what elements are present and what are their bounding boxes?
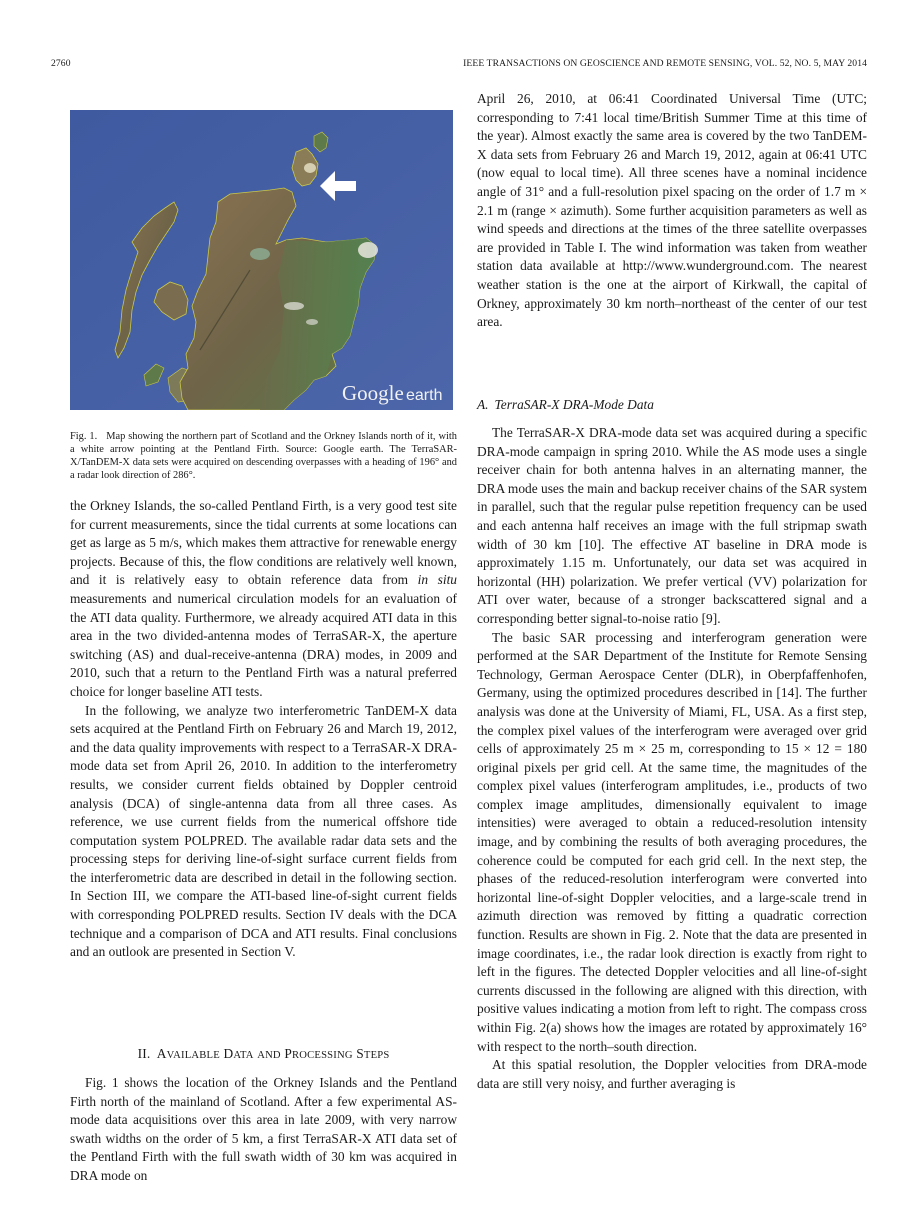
sc-rest: TEPS xyxy=(363,1050,390,1061)
paragraph xyxy=(70,497,457,702)
running-header xyxy=(51,58,867,72)
paragraph: The TerraSAR-X DRA-mode data set was acquired during a specific DRA-mode campaign in spring 2010. While the AS mode uses a single receiver chain for both antenna halves in an alternating manner, the DRA mode uses the main and backup receiver chains of the SAR system in parallel, such that the regular pulse repetition frequency can be used and each antenna half receives an image with the full stripmap swath width of 30 km [10]. The effective AT baseline in DRA mode is approximately 1.15 m. Unfortunately, our data set was acquired in horizontal (HH) polarization. We prefer vertical (VV) polarization for ATI over water, because of a stronger backscattered signal and a corresponding better signal-to-noise ratio [9]. xyxy=(477,425,867,626)
sc-cap: P xyxy=(284,1046,293,1061)
subsection-title: TerraSAR-X DRA-Mode Data xyxy=(494,397,654,412)
paragraph: The basic SAR processing and interferogram generation were performed at the SAR Department of the Institute for Remote Sensing Technology, German Aerospace Center (DLR), in Oberpfaffenhofen, Germany, using the optimized procedures described in [14]. The further analysis was done at the University of Miami, FL, USA. As a first step, the complex pixel values of the interferogram were averaged over grid cells of approximately 25 m × 25 m, corresponding to 15 × 12 = 180 original pixels per grid cell. At the same time, the magnitudes of the complex pixel values (interferogram amplitudes, i.e., products of two complex image amplitudes, dimensionally equivalent to image intensities) were averaged to obtain a reduced-resolution intensity image, and by combining the results of both averaging procedures, the coherence could be computed for each grid cell. In the next step, the phases of the reduced-resolution interferogram were converted into horizontal line-of-sight Doppler velocities, and a large-scale trend in azimuth direction was removed by fitting a quadratic correction function. Results are shown in Fig. 2. Note that the data are presented in image coordinates, i.e., the radar look direction is exactly from right to left in the figures. The detected Doppler velocities and all line-of-sight currents discussed in the following are aligned with this direction, with positive values indicating a motion from left to right. The compass cross within Fig. 2(a) shows how the images are rotated by approximately 16° with respect to the north–south direction. xyxy=(477,629,867,1054)
google-earth-watermark-brand: Google xyxy=(342,381,404,405)
figure-1-caption xyxy=(70,430,457,482)
paragraph: Fig. 1 shows the location of the Orkney Islands and the Pentland Firth north of the mainland of Scotland. After a few experimental AS-mode data acquisitions over this area in late 2009, with very narrow swath widths on the order of 5 km, a first TerraSAR-X ATI data set of the Pentland Firth with the full swath width of 30 km was acquired in DRA mode on xyxy=(70,1075,457,1183)
sc-rest: ATA xyxy=(233,1050,254,1061)
google-earth-watermark-product: earth xyxy=(406,387,443,404)
figure-1-map xyxy=(70,110,453,410)
italic-term: in situ xyxy=(417,572,457,588)
right-column-body xyxy=(477,424,867,1093)
caption-text: Map showing the northern part of Scotland and the Orkney Islands north of it, with a white arrow pointing at the Pentland Firth. Source: Google earth. The TerraSAR-X/TanDEM-X data sets were acquired on descending overpasses with a heading of 196° and a radar look direction of 286°. xyxy=(70,431,457,481)
snow-patch xyxy=(306,319,318,325)
sc-rest: AND xyxy=(257,1050,281,1061)
snow-patch xyxy=(358,242,378,258)
snow-patch xyxy=(284,302,304,310)
paragraph: At this spatial resolution, the Doppler velocities from DRA-mode data are still very noisy, and further averaging is xyxy=(477,1057,867,1091)
sc-rest: ROCESSING xyxy=(292,1050,353,1061)
sc-cap: S xyxy=(356,1046,364,1061)
right-column-body-top xyxy=(477,90,867,332)
journal-title: IEEE TRANSACTIONS ON GEOSCIENCE AND REMOTE SENSING, VOL. 52, NO. 5, MAY 2014 xyxy=(463,58,867,69)
sc-cap: A xyxy=(156,1046,167,1061)
paragraph: In the following, we analyze two interferometric TanDEM-X data sets acquired at the Pentland Firth on February 26 and March 19, 2012, and the data quality improvements with respect to a TerraSAR-X DRA-mode data set from April 26, 2010. In addition to the interferometry results, we consider current fields obtained by Doppler centroid analysis (DCA) of single-antenna data from all three cases. As reference, we use current fields from the numerical offshore tide computation system POLPRED. The available radar data sets and the processing steps for deriving line-of-sight surface current fields from the interferometric data are described in detail in the following section. In Section III, we compare the ATI-based line-of-sight current fields with corresponding POLPRED results. Section IV deals with the DCA technique and a comparison of DCA and ATI results. Final conclusions and an outlook are presented in Section V. xyxy=(70,702,457,960)
page-number: 2760 xyxy=(51,58,71,69)
section-number: II. xyxy=(137,1046,151,1061)
section-heading xyxy=(70,1046,457,1062)
map-image xyxy=(70,110,453,410)
sc-cap: D xyxy=(223,1046,234,1061)
orkney-bright xyxy=(304,163,316,173)
subsection-heading xyxy=(477,397,654,413)
paragraph: April 26, 2010, at 06:41 Coordinated Universal Time (UTC; corresponding to 7:41 local time/British Summer Time at this time of the year). Almost exactly the same area is covered by the two TanDEM-X data sets from February 26 and March 19, 2012, again at 06:41 UTC (now equal to local time). All three scenes have a nominal incidence angle of 31° and a full-resolution pixel spacing on the order of 1.7 m × 2.1 m (range × azimuth). Some further acquisition parameters as well as wind speeds and directions at the times of the three satellite overpasses are provided in Table I. The wind information was taken from weather station data available at http://www.wunderground.com. The nearest weather station is the one at the airport of Kirkwall, the capital of Orkney, approximately 30 km north–northeast of the center of our test area. xyxy=(477,91,867,330)
figure-label: Fig. 1. xyxy=(70,431,98,442)
paragraph-text: measurements and numerical circulation models for an evaluation of the ATI data quality. Furthermore, we already acquired ATI data in this area in the two divided-antenna modes of TerraSAR-X, the aperture switching (AS) and dual-receive-antenna (DRA) modes, in 2009 and 2010, such that a return to the Pentland Firth was a natural preferred choice for longer baseline ATI tests. xyxy=(70,590,457,699)
moray-green xyxy=(250,248,270,260)
sc-rest: VAILABLE xyxy=(166,1050,220,1061)
section-title xyxy=(157,1046,390,1061)
subsection-number: A. xyxy=(477,397,489,412)
left-column-body xyxy=(70,497,457,962)
left-column-section-2-body xyxy=(70,1074,457,1186)
paragraph-text: the Orkney Islands, the so-called Pentland Firth, is a very good test site for current measurements, since the tidal currents at some locations can get as large as 5 m/s, which makes them attractive for renewable energy projects. Because of this, the flow conditions are relatively well known, and it is relatively easy to obtain reference data from xyxy=(70,498,457,588)
